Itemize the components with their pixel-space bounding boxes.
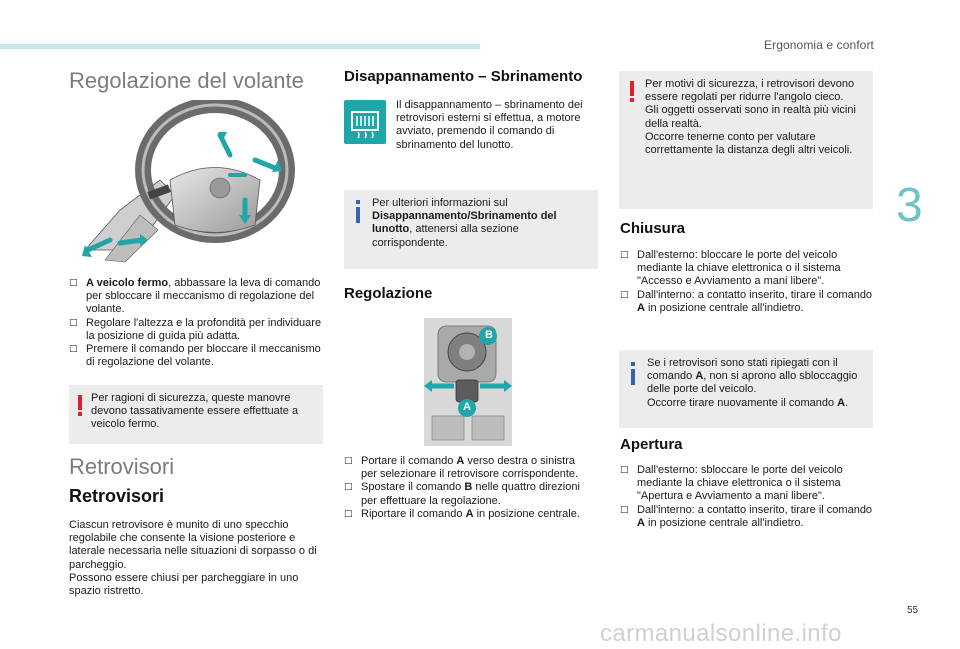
apertura-title: Apertura (620, 436, 683, 453)
page-number: 55 (907, 605, 919, 616)
list-item: □ Dall'esterno: sbloccare le porte del veicolo mediante la chiave elettronica o il sistema "Apertura e Avviamento a mani libere". (620, 464, 843, 503)
apertura-steps (620, 464, 878, 530)
checkbox-bullet-icon: □ (620, 504, 629, 515)
defrost-title: Disappannamento – Sbrinamento (344, 68, 583, 85)
info-icon (353, 200, 365, 224)
info-icon (628, 362, 640, 386)
list-item: □ Spostare il comando B nelle quattro direzioni per effettuare la regolazione. (344, 481, 580, 507)
chiusura-title: Chiusura (620, 220, 686, 237)
checkbox-bullet-icon: □ (620, 250, 629, 260)
list-item: □ Dall'interno: a contatto inserito, tirare il comando A in posizione centrale all'indietro. (620, 288, 873, 314)
list-item: □ Dall'esterno: bloccare le porte del veicolo mediante la chiave elettronica o il sistema "Accesso e Avviamento a mani libere". (620, 249, 841, 288)
list-item: □ Dall'interno: a contatto inserito, tirare il comando A in posizione centrale all'indietro. (620, 503, 873, 529)
chapter-number: 3 (896, 179, 923, 232)
chiusura-steps (620, 249, 878, 315)
section-title: Ergonomia e confort (764, 38, 874, 52)
checkbox-bullet-icon: □ (69, 344, 78, 355)
mirror-control-illustration (424, 318, 512, 446)
list-item: □ Regolare l'altezza e la profondità per individuare la posizione di guida più adatta. (69, 316, 322, 342)
label-b: B (485, 329, 493, 341)
mirror-info-box: Se i retrovisori sono stati ripiegati con il comando A, non si aprono allo sbloccaggio delle porte del veicolo. Occorre tirare nuovamente il comando A. (619, 350, 873, 428)
safety-warning-box: Per ragioni di sicurezza, queste manovre devono tassativamente essere effettuate a veicolo fermo. (69, 385, 323, 444)
list-item: □ Riportare il comando A in posizione centrale. (344, 507, 580, 520)
warning-exclamation-icon (75, 395, 85, 417)
checkbox-bullet-icon: □ (344, 456, 353, 466)
label-a: A (463, 401, 471, 413)
defrost-description: Il disappannamento – sbrinamento dei retrovisori esterni si effettua, a motore avviato, premendo il comando di sbrinamento del lunotto. (396, 99, 583, 151)
regolazione-steps (344, 455, 584, 521)
checkbox-bullet-icon: □ (620, 465, 629, 475)
list-item: □ Premere il comando per bloccare il meccanismo di regolazione del volante. (69, 343, 321, 369)
steering-steps (69, 277, 325, 369)
warning-exclamation-icon (627, 81, 637, 103)
checkbox-bullet-icon: □ (69, 317, 78, 328)
mirrors-description: Ciascun retrovisore è munito di uno specchio regolabile che consente la visione posteriore e laterale necessaria nelle situazioni di sorpasso o di parcheggio. Possono essere chiusi per parcheggiare in uno spazio ristretto. (69, 519, 317, 598)
defrost-info-box: Per ulteriori informazioni sul Disappannamento/Sbrinamento del lunotto, attenersi alla sezione corrispondente. (344, 190, 598, 269)
mirrors-subtitle: Retrovisori (69, 486, 165, 506)
watermark: carmanualsonline.info (600, 620, 842, 647)
checkbox-bullet-icon: □ (69, 278, 78, 288)
list-item: □ Portare il comando A verso destra o sinistra per selezionare il retrovisore corrispondente. (344, 455, 579, 481)
mirrors-title: Retrovisori (69, 454, 175, 479)
steering-wheel-illustration (80, 100, 305, 264)
checkbox-bullet-icon: □ (344, 508, 353, 519)
checkbox-bullet-icon: □ (344, 482, 353, 493)
mirror-warning-box: Per motivi di sicurezza, i retrovisori devono essere regolati per ridurre l'angolo cieco. Gli oggetti osservati sono in realtà più vicini della realtà. Occorre tenerne conto per valutare correttamente la distanza degli altri veicoli. (619, 71, 873, 209)
header-accent-bar (0, 44, 480, 49)
regolazione-title: Regolazione (344, 285, 433, 302)
defrost-icon (344, 100, 386, 144)
checkbox-bullet-icon: □ (620, 289, 629, 300)
list-item: □ A veicolo fermo, abbassare la leva di comando per sbloccare il meccanismo di regolazione del volante. (69, 277, 321, 316)
steering-title: Regolazione del volante (69, 68, 304, 93)
